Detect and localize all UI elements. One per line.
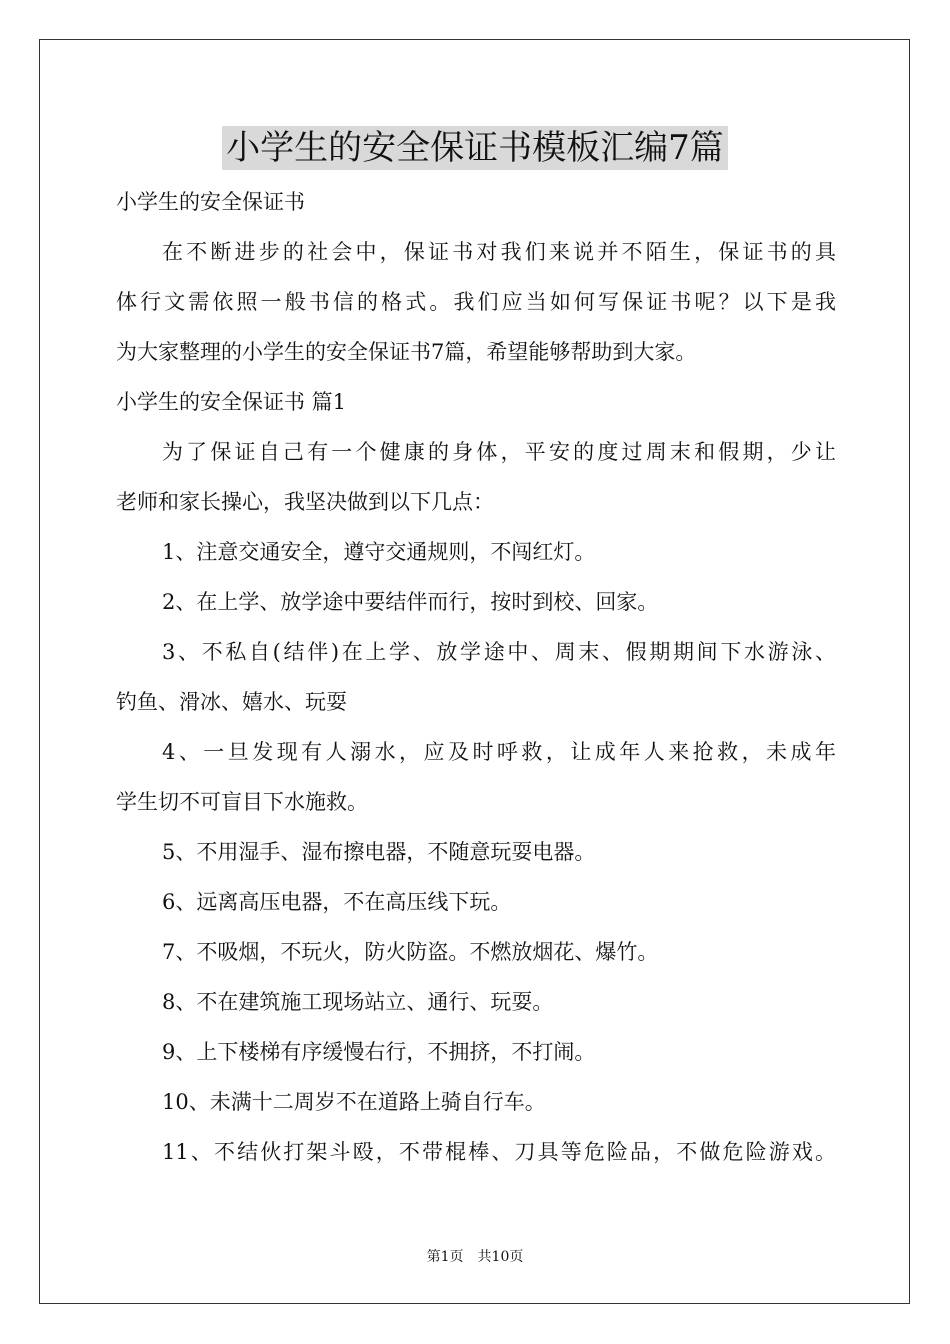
text-line: 体行文需依照一般书信的格式。我们应当如何写保证书呢？以下是我 <box>116 290 836 314</box>
page-total: 共10页 <box>477 1249 524 1265</box>
text-line: 在不断进步的社会中，保证书对我们来说并不陌生，保证书的具 <box>162 240 836 264</box>
text-line: 钓鱼、滑冰、嬉水、玩耍 <box>116 690 347 714</box>
page-footer <box>0 1247 950 1267</box>
text-line: 5、不用湿手、湿布擦电器，不随意玩耍电器。 <box>162 840 596 864</box>
text-line: 1、注意交通安全，遵守交通规则，不闯红灯。 <box>162 540 596 564</box>
text-line: 3、不私自(结伴)在上学、放学途中、周末、假期期间下水游泳、 <box>162 640 836 664</box>
text-line: 小学生的安全保证书 <box>116 190 305 214</box>
text-line: 2、在上学、放学途中要结伴而行，按时到校、回家。 <box>162 590 659 614</box>
text-line: 11、不结伙打架斗殴，不带棍棒、刀具等危险品，不做危险游戏。 <box>162 1140 836 1164</box>
page-number: 第1页 <box>426 1249 464 1265</box>
text-line: 8、不在建筑施工现场站立、通行、玩耍。 <box>162 990 554 1014</box>
text-line: 9、上下楼梯有序缓慢右行，不拥挤，不打闹。 <box>162 1040 596 1064</box>
text-line: 6、远离高压电器，不在高压线下玩。 <box>162 890 512 914</box>
text-line: 老师和家长操心，我坚决做到以下几点： <box>116 490 494 514</box>
document-body <box>116 177 836 1177</box>
text-line: 小学生的安全保证书 篇1 <box>116 390 347 414</box>
text-line: 学生切不可盲目下水施救。 <box>116 790 368 814</box>
text-line: 7、不吸烟，不玩火，防火防盗。不燃放烟花、爆竹。 <box>162 940 659 964</box>
text-line: 为了保证自己有一个健康的身体，平安的度过周末和假期，少让 <box>162 440 836 464</box>
text-line: 4、一旦发现有人溺水，应及时呼救，让成年人来抢救，未成年 <box>162 740 836 764</box>
text-line: 为大家整理的小学生的安全保证书7篇，希望能够帮助到大家。 <box>116 340 697 364</box>
document-title: 小学生的安全保证书模板汇编7篇 <box>222 126 728 170</box>
title-container <box>0 126 950 170</box>
text-line: 10、未满十二周岁不在道路上骑自行车。 <box>162 1090 546 1114</box>
